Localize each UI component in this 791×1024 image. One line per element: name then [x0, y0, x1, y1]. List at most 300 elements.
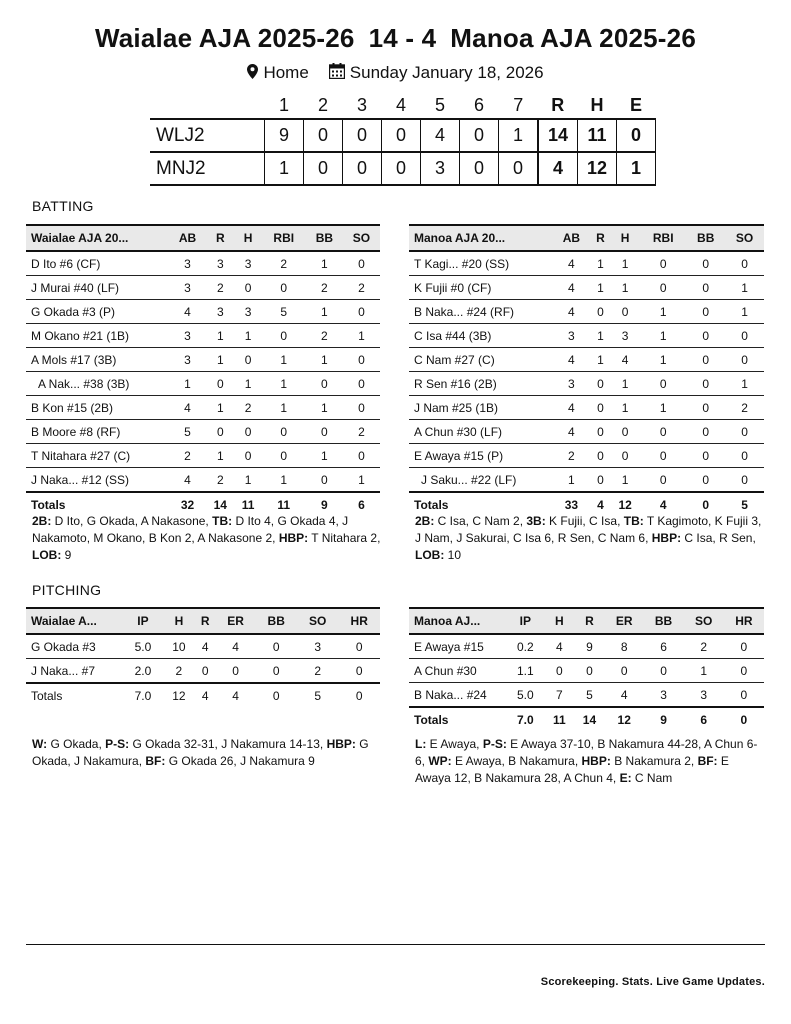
note-label: W: [32, 737, 48, 751]
inning-header: 3 [356, 94, 367, 115]
player-row [26, 276, 380, 300]
note-text: C Isa, C Nam 2, [434, 514, 527, 528]
totals-value: 0 [686, 492, 725, 516]
stat-value: 0 [686, 276, 725, 300]
note-text: D Ito 4, G Okada 4, J Nakamoto, M Okano, B Kon 2, A Nakasone 2, [32, 514, 349, 545]
note-text: D Ito, G Okada, A Nakasone, [51, 514, 213, 528]
stat-column-header: HR [338, 608, 380, 634]
player-name: J Naka... #12 (SS) [26, 468, 169, 493]
final-score: 14 - 4 [368, 23, 437, 53]
away-pitching-table [26, 607, 380, 707]
totals-value: 0 [338, 683, 380, 707]
stat-value: 2 [552, 444, 591, 468]
stat-value: 7 [545, 683, 574, 708]
stat-value: 4 [545, 634, 574, 659]
note-text: T Nitahara 2, [308, 531, 381, 545]
stat-column-header: R [574, 608, 605, 634]
player-row [26, 659, 380, 684]
note-text: E Awaya 37-10, B Nakamura 44-28, A Chun 6-6, [415, 737, 758, 768]
note-label: E: [619, 771, 632, 785]
note-label: HBP: [326, 737, 356, 751]
stat-value: 0 [306, 468, 343, 493]
totals-value: 14 [206, 492, 235, 516]
player-name: K Fujii #0 (CF) [409, 276, 552, 300]
stat-value: 4 [610, 348, 640, 372]
totals-label: Totals [26, 683, 123, 707]
note-label: WP: [428, 754, 452, 768]
player-name: J Nam #25 (1B) [409, 396, 552, 420]
totals-value: 4 [195, 683, 216, 707]
stat-value: 1 [169, 372, 206, 396]
player-name: R Sen #16 (2B) [409, 372, 552, 396]
stat-value: 1 [610, 251, 640, 276]
player-name: A Nak... #38 (3B) [26, 372, 169, 396]
note-label: BF: [145, 754, 166, 768]
rhe-header: E [629, 94, 642, 115]
stat-value: 2 [206, 468, 235, 493]
player-row [409, 396, 764, 420]
note-label: 2B: [415, 514, 435, 528]
stat-value: 0 [725, 324, 764, 348]
linescore-row [150, 119, 656, 152]
stat-value: 1 [235, 324, 262, 348]
player-row [26, 396, 380, 420]
note-label: LOB: [32, 548, 62, 562]
inning-header: 6 [473, 94, 484, 115]
rhe-header: R [551, 94, 565, 115]
stat-column-header: H [545, 608, 574, 634]
stat-value: 4 [552, 348, 591, 372]
footer-divider [26, 944, 765, 945]
errors-total: 0 [617, 119, 656, 152]
note-text: G Okada, [47, 737, 106, 751]
totals-value: 4 [216, 683, 256, 707]
stat-value: 1 [610, 396, 640, 420]
totals-value: 33 [552, 492, 591, 516]
totals-label: Totals [409, 492, 552, 516]
player-row [409, 372, 764, 396]
totals-value: 5 [725, 492, 764, 516]
stat-value: 1 [306, 444, 343, 468]
stat-column-header: SO [343, 225, 380, 251]
note-label: L: [415, 737, 427, 751]
player-name: J Naka... #7 [26, 659, 123, 684]
player-row [26, 468, 380, 493]
stat-value: 1 [235, 468, 262, 493]
inning-runs: 0 [343, 119, 382, 152]
runs-total: 4 [538, 152, 578, 185]
inning-header: 1 [278, 94, 289, 115]
inning-runs: 9 [265, 119, 304, 152]
inning-header: 5 [434, 94, 445, 115]
stat-value: 4 [169, 300, 206, 324]
stat-value: 0 [644, 659, 684, 683]
stat-value: 1 [591, 251, 610, 276]
stat-value: 0 [343, 444, 380, 468]
inning-runs: 0 [499, 152, 539, 185]
home-pitching-notes [415, 736, 765, 787]
team-column-header: Waialae AJA 20... [26, 225, 169, 251]
stat-value: 8 [605, 634, 644, 659]
note-label: 2B: [32, 514, 52, 528]
player-name: B Naka... #24 (RF) [409, 300, 552, 324]
pitching-section-title: PITCHING [32, 582, 102, 598]
player-row [409, 300, 764, 324]
stat-value: 3 [169, 324, 206, 348]
stat-value: 1 [206, 348, 235, 372]
stat-value: 1 [640, 300, 686, 324]
totals-label: Totals [26, 492, 169, 516]
stat-value: 0 [591, 420, 610, 444]
stat-value: 5.0 [123, 634, 163, 659]
stat-value: 2.0 [123, 659, 163, 684]
stat-value: 1 [206, 444, 235, 468]
note-label: BF: [697, 754, 718, 768]
home-team-name: Manoa AJA 2025-26 [450, 23, 696, 53]
player-row [26, 324, 380, 348]
stat-value: 1.1 [506, 659, 545, 683]
totals-value: 4 [591, 492, 610, 516]
player-name: A Chun #30 [409, 659, 506, 683]
stat-column-header: SO [725, 225, 764, 251]
player-name: T Nitahara #27 (C) [26, 444, 169, 468]
inning-runs: 0 [304, 152, 343, 185]
footer-tagline: Scorekeeping. Stats. Live Game Updates. [540, 976, 765, 988]
stat-value: 1 [206, 324, 235, 348]
stat-value: 0 [262, 420, 306, 444]
stat-value: 5 [169, 420, 206, 444]
stat-value: 3 [552, 324, 591, 348]
totals-value: 32 [169, 492, 206, 516]
stat-value: 1 [343, 468, 380, 493]
stat-column-header: IP [506, 608, 545, 634]
player-name: E Awaya #15 (P) [409, 444, 552, 468]
hits-total: 11 [578, 119, 617, 152]
stat-value: 6 [644, 634, 684, 659]
stat-column-header: AB [552, 225, 591, 251]
stat-value: 2 [306, 324, 343, 348]
stat-value: 4 [169, 468, 206, 493]
stat-value: 1 [640, 348, 686, 372]
stat-value: 0 [338, 634, 380, 659]
stat-value: 3 [235, 251, 262, 276]
player-name: T Kagi... #20 (SS) [409, 251, 552, 276]
totals-value: 11 [262, 492, 306, 516]
stat-value: 0 [343, 300, 380, 324]
stat-value: 0 [591, 372, 610, 396]
note-label: LOB: [415, 548, 445, 562]
stat-value: 0.2 [506, 634, 545, 659]
stat-column-header: ER [216, 608, 256, 634]
stat-value: 0 [343, 396, 380, 420]
stat-column-header: H [610, 225, 640, 251]
note-text: 9 [61, 548, 72, 562]
note-label: HBP: [581, 754, 611, 768]
totals-value: 9 [306, 492, 343, 516]
stat-value: 0 [343, 251, 380, 276]
inning-runs: 3 [421, 152, 460, 185]
totals-row [409, 707, 764, 731]
stat-value: 3 [206, 251, 235, 276]
player-name: A Mols #17 (3B) [26, 348, 169, 372]
stat-value: 3 [235, 300, 262, 324]
stat-value: 1 [610, 372, 640, 396]
stat-value: 5 [262, 300, 306, 324]
player-name: J Saku... #22 (LF) [409, 468, 552, 493]
stat-value: 1 [591, 276, 610, 300]
player-name: A Chun #30 (LF) [409, 420, 552, 444]
stat-column-header: HR [724, 608, 764, 634]
player-row [26, 300, 380, 324]
stat-value: 4 [605, 683, 644, 708]
note-label: 3B: [526, 514, 546, 528]
note-label: P-S: [482, 737, 507, 751]
hits-total: 12 [578, 152, 617, 185]
rhe-header: H [590, 94, 604, 115]
stat-value: 0 [725, 348, 764, 372]
stat-value: 1 [306, 348, 343, 372]
away-batting-table [26, 224, 380, 516]
inning-runs: 4 [421, 119, 460, 152]
stat-value: 1 [640, 396, 686, 420]
player-row [409, 348, 764, 372]
stat-value: 3 [552, 372, 591, 396]
stat-value: 1 [591, 348, 610, 372]
note-label: HBP: [651, 531, 682, 545]
stat-value: 0 [591, 300, 610, 324]
stat-value: 0 [725, 251, 764, 276]
location-label: Home [263, 63, 309, 82]
player-name: G Okada #3 (P) [26, 300, 169, 324]
inning-runs: 0 [343, 152, 382, 185]
note-label: HBP: [278, 531, 309, 545]
away-team-name: Waialae AJA 2025-26 [94, 23, 355, 53]
player-row [409, 659, 764, 683]
runs-total: 14 [538, 119, 578, 152]
stat-value: 4 [195, 634, 216, 659]
stat-value: 3 [169, 251, 206, 276]
stat-value: 1 [235, 372, 262, 396]
player-name: C Isa #44 (3B) [409, 324, 552, 348]
player-row [409, 468, 764, 493]
stat-value: 0 [640, 420, 686, 444]
stat-value: 2 [169, 444, 206, 468]
inning-header: 4 [395, 94, 406, 115]
player-name: B Naka... #24 [409, 683, 506, 708]
player-row [26, 372, 380, 396]
player-row [409, 444, 764, 468]
linescore-team-header [150, 92, 265, 119]
stat-value: 3 [169, 348, 206, 372]
stat-value: 2 [343, 420, 380, 444]
stat-column-header: SO [297, 608, 338, 634]
stat-value: 3 [297, 634, 338, 659]
stat-value: 0 [725, 468, 764, 493]
stat-value: 0 [686, 468, 725, 493]
stat-value: 1 [262, 348, 306, 372]
player-row [26, 251, 380, 276]
stat-value: 0 [262, 276, 306, 300]
note-text: C Isa, R Sen, [681, 531, 756, 545]
note-text: E Awaya, [426, 737, 483, 751]
stat-value: 0 [574, 659, 605, 683]
home-batting-notes [415, 513, 765, 564]
stat-value: 0 [725, 420, 764, 444]
stat-value: 0 [262, 444, 306, 468]
note-text: E Awaya, B Nakamura, [451, 754, 582, 768]
inning-runs: 0 [460, 152, 499, 185]
stat-value: 2 [343, 276, 380, 300]
stat-value: 4 [552, 276, 591, 300]
totals-value: 11 [235, 492, 262, 516]
player-name: M Okano #21 (1B) [26, 324, 169, 348]
totals-value: 14 [574, 707, 605, 731]
totals-value: 12 [605, 707, 644, 731]
inning-runs: 0 [460, 119, 499, 152]
totals-value: 7.0 [506, 707, 545, 731]
team-column-header: Manoa AJ... [409, 608, 506, 634]
stat-value: 2 [725, 396, 764, 420]
linescore-team: WLJ2 [150, 119, 265, 152]
totals-value: 7.0 [123, 683, 163, 707]
stat-value: 0 [686, 324, 725, 348]
stat-column-header: BB [644, 608, 684, 634]
stat-value: 0 [343, 348, 380, 372]
stat-value: 0 [640, 372, 686, 396]
totals-value: 9 [644, 707, 684, 731]
stat-value: 0 [591, 468, 610, 493]
player-row [26, 444, 380, 468]
stat-value: 2 [163, 659, 195, 684]
player-row [409, 276, 764, 300]
player-row [26, 634, 380, 659]
calendar-icon [329, 61, 345, 87]
note-text: B Nakamura 2, [610, 754, 698, 768]
inning-runs: 0 [382, 119, 421, 152]
stat-column-header: R [206, 225, 235, 251]
stat-value: 0 [610, 420, 640, 444]
home-pitching-table [409, 607, 764, 731]
home-batting-table [409, 224, 764, 516]
stat-value: 1 [343, 324, 380, 348]
stat-value: 1 [262, 372, 306, 396]
stat-value: 0 [686, 372, 725, 396]
stat-value: 4 [552, 300, 591, 324]
stat-value: 1 [610, 468, 640, 493]
note-text: C Nam [631, 771, 673, 785]
stat-value: 1 [640, 324, 686, 348]
stat-value: 0 [591, 444, 610, 468]
totals-value: 12 [610, 492, 640, 516]
player-name: J Murai #40 (LF) [26, 276, 169, 300]
stat-value: 0 [262, 324, 306, 348]
stat-value: 0 [724, 683, 764, 708]
stat-value: 1 [684, 659, 724, 683]
game-date: Sunday January 18, 2026 [349, 63, 544, 82]
stat-value: 3 [169, 276, 206, 300]
stat-value: 10 [163, 634, 195, 659]
player-row [26, 348, 380, 372]
stat-value: 0 [725, 444, 764, 468]
stat-value: 4 [216, 634, 256, 659]
game-info [0, 60, 791, 86]
stat-column-header: RBI [640, 225, 686, 251]
note-text: G Okada 32-31, J Nakamura 14-13, [129, 737, 327, 751]
stat-value: 1 [725, 300, 764, 324]
player-row [26, 420, 380, 444]
stat-column-header: SO [684, 608, 724, 634]
stat-value: 0 [686, 348, 725, 372]
stat-value: 3 [610, 324, 640, 348]
note-label: P-S: [105, 737, 130, 751]
stat-column-header: H [235, 225, 262, 251]
inning-runs: 1 [499, 119, 539, 152]
stat-value: 0 [686, 251, 725, 276]
stat-value: 0 [343, 372, 380, 396]
totals-value: 11 [545, 707, 574, 731]
stat-value: 1 [610, 276, 640, 300]
totals-row [26, 683, 380, 707]
away-pitching-notes [32, 736, 382, 770]
inning-runs: 0 [382, 152, 421, 185]
stat-value: 2 [306, 276, 343, 300]
totals-value: 0 [255, 683, 296, 707]
inning-runs: 1 [265, 152, 304, 185]
player-row [409, 634, 764, 659]
stat-value: 0 [235, 444, 262, 468]
stat-value: 0 [686, 396, 725, 420]
stat-value: 1 [306, 396, 343, 420]
note-text: G Okada, J Nakamura, [32, 737, 369, 768]
stat-value: 0 [306, 420, 343, 444]
stat-value: 0 [206, 372, 235, 396]
batting-section-title: BATTING [32, 198, 94, 214]
stat-column-header: R [591, 225, 610, 251]
stat-value: 0 [338, 659, 380, 684]
stat-value: 3 [206, 300, 235, 324]
player-name: C Nam #27 (C) [409, 348, 552, 372]
inning-runs: 0 [304, 119, 343, 152]
stat-column-header: BB [255, 608, 296, 634]
stat-value: 1 [552, 468, 591, 493]
stat-column-header: AB [169, 225, 206, 251]
stat-value: 9 [574, 634, 605, 659]
stat-value: 1 [262, 468, 306, 493]
stat-column-header: H [163, 608, 195, 634]
map-pin-icon [247, 61, 258, 87]
stat-value: 0 [235, 276, 262, 300]
totals-value: 4 [640, 492, 686, 516]
stat-value: 0 [610, 300, 640, 324]
linescore-row [150, 152, 656, 185]
inning-header: 7 [513, 94, 524, 115]
stat-value: 0 [195, 659, 216, 684]
note-text: G Okada 26, J Nakamura 9 [165, 754, 315, 768]
game-title [0, 18, 791, 58]
team-column-header: Manoa AJA 20... [409, 225, 552, 251]
note-text: T Kagimoto, K Fujii 3, J Nam, J Sakurai, C Isa 6, R Sen, C Nam 6, [415, 514, 762, 545]
stat-value: 3 [644, 683, 684, 708]
stat-value: 1 [306, 251, 343, 276]
player-row [409, 683, 764, 708]
linescore-table [150, 92, 656, 186]
player-name: B Kon #15 (2B) [26, 396, 169, 420]
stat-value: 0 [235, 348, 262, 372]
stat-column-header: R [195, 608, 216, 634]
game-header [0, 18, 791, 86]
player-row [409, 324, 764, 348]
note-text: K Fujii, C Isa, [545, 514, 624, 528]
